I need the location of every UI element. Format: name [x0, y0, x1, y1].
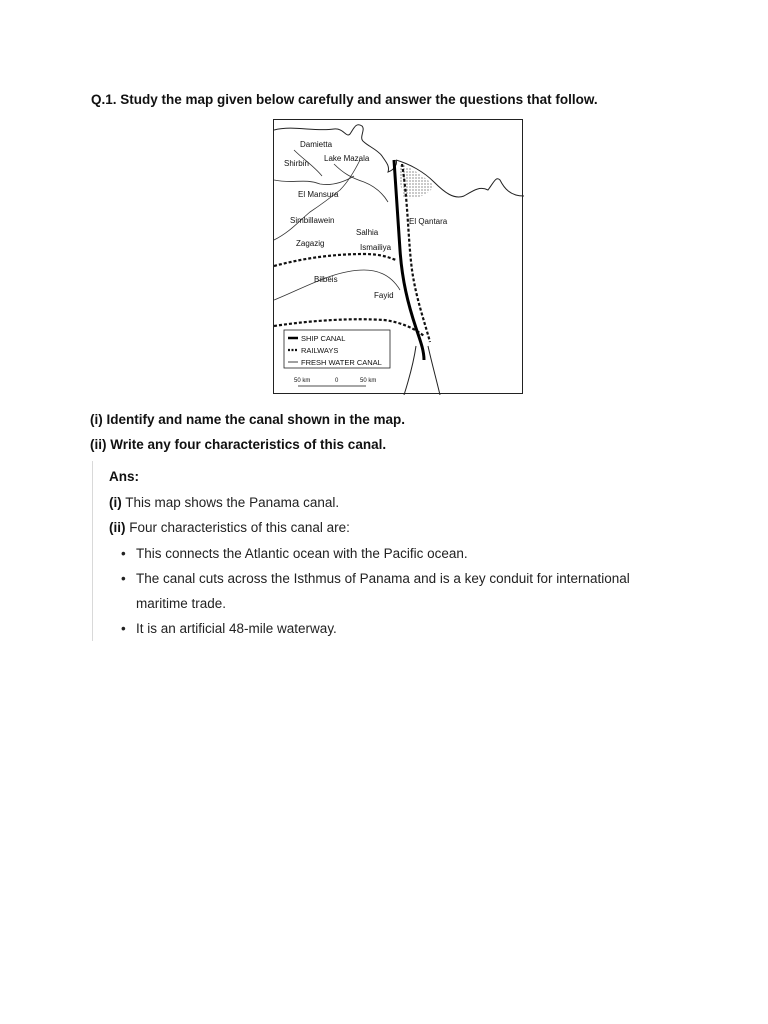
answer-ii [109, 520, 350, 535]
label-damietta: Damietta [300, 140, 333, 149]
subquestion-i: (i) Identify and name the canal shown in the map. [90, 412, 406, 427]
legend-ship-canal: SHIP CANAL [301, 334, 346, 343]
characteristics-list [121, 541, 681, 641]
suez-canal-map [273, 119, 523, 394]
legend-fresh-water-canal: FRESH WATER CANAL [301, 358, 382, 367]
legend-railways: RAILWAYS [301, 346, 339, 355]
map-drawing [274, 120, 524, 395]
answer-ii-label: (ii) [109, 520, 126, 535]
scale-zero: 0 [335, 378, 339, 384]
list-item: • It is an artificial 48-mile waterway. [121, 616, 681, 641]
label-fayid: Fayid [374, 291, 394, 300]
question-heading [91, 92, 598, 107]
label-simbillawein: Simbillawein [290, 216, 335, 225]
subquestion-ii: (ii) Write any four characteristics of this canal. [90, 437, 387, 452]
label-ismailiya: Ismailiya [360, 243, 392, 252]
answer-block [92, 461, 693, 641]
scale-right: 50 km [360, 378, 377, 384]
label-shirbin: Shirbin [284, 159, 309, 168]
answer-ii-text: Four characteristics of this canal are: [129, 520, 350, 535]
scale-left: 50 km [294, 378, 311, 384]
question-number: Q.1. [91, 92, 117, 107]
label-salhia: Salhia [356, 228, 379, 237]
label-el-qantara: El Qantara [409, 217, 448, 226]
answer-i-label: (i) [109, 495, 122, 510]
label-zagazig: Zagazig [296, 239, 325, 248]
label-bilbeis: Bilbeis [314, 275, 338, 284]
question-text: Study the map given below carefully and answer the questions that follow. [120, 92, 598, 107]
list-item: • The canal cuts across the Isthmus of Panama and is a key conduit for international maritime trade. [121, 566, 681, 616]
label-lake-mazala: Lake Mazala [324, 154, 370, 163]
list-item: • This connects the Atlantic ocean with the Pacific ocean. [121, 541, 681, 566]
answer-title: Ans: [109, 469, 139, 484]
answer-i [109, 495, 339, 510]
label-el-mansura: El Mansura [298, 190, 339, 199]
answer-i-text: This map shows the Panama canal. [125, 495, 340, 510]
